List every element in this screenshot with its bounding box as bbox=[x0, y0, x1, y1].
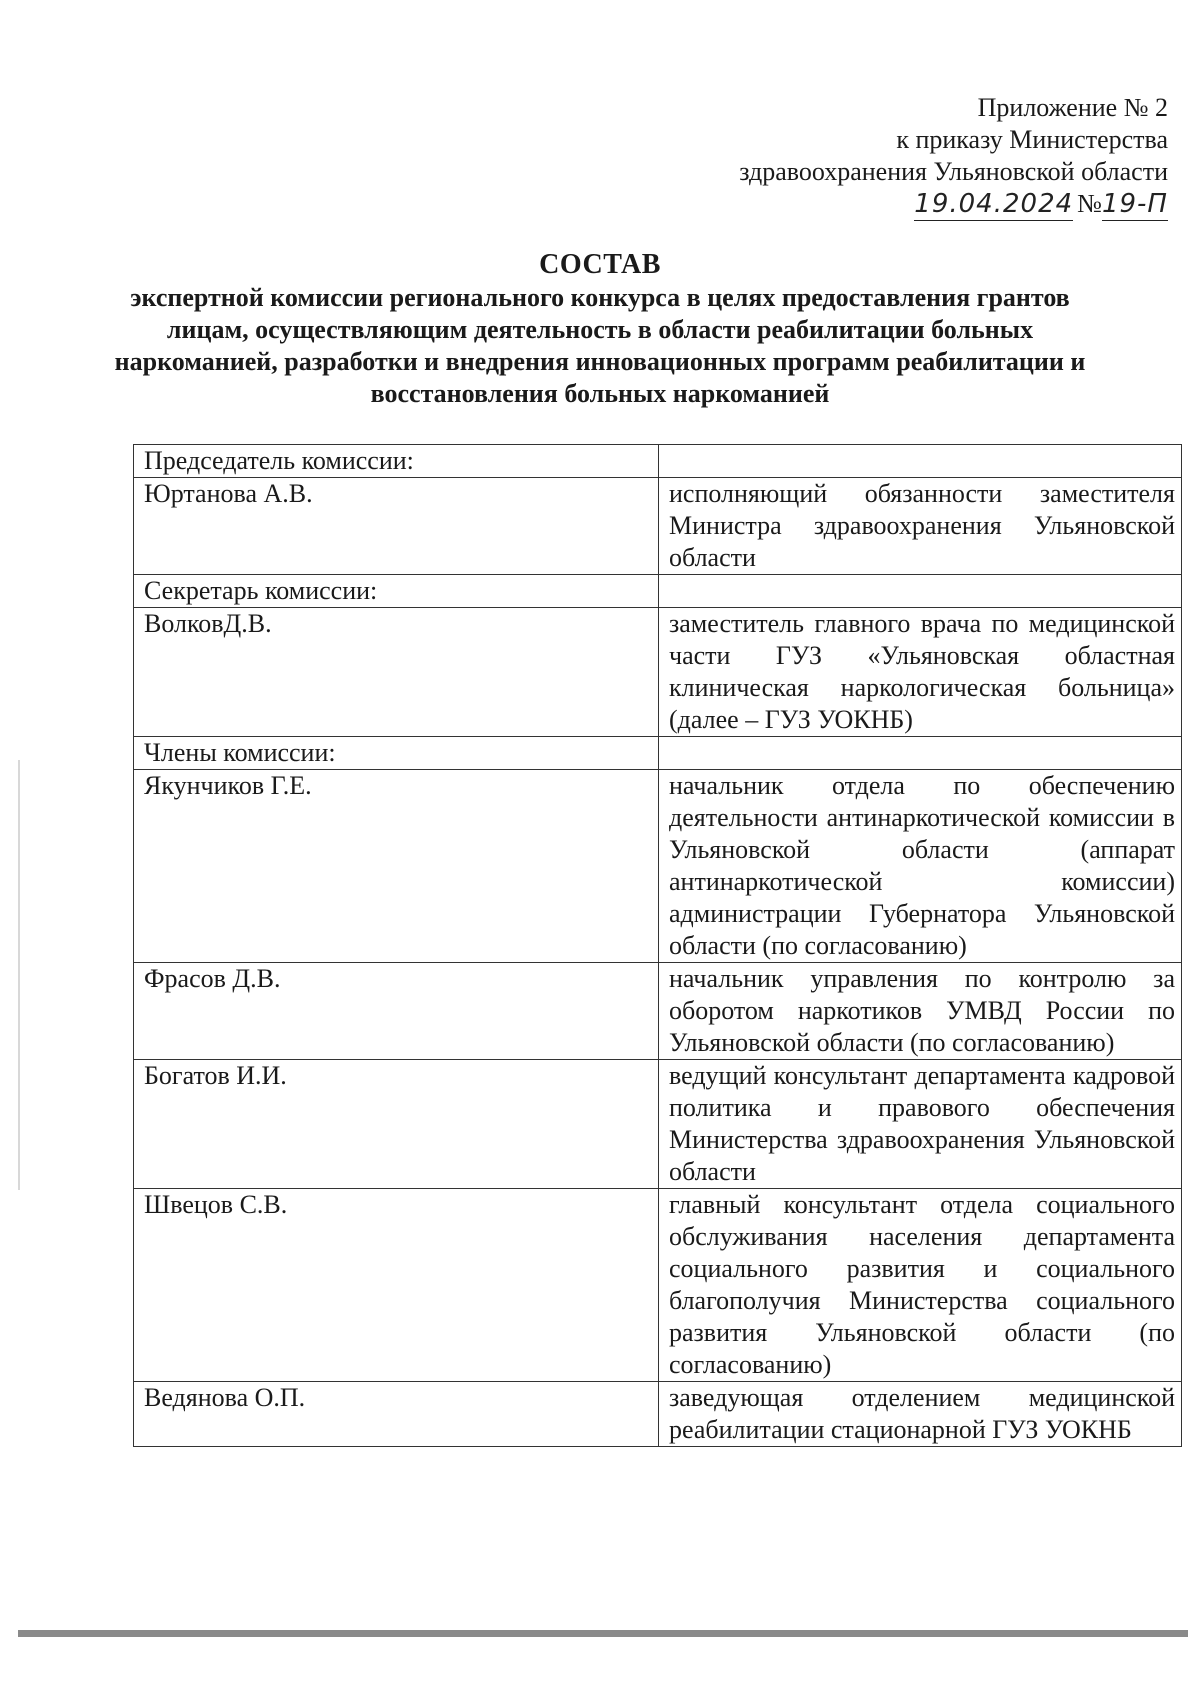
section-label: Члены комиссии: bbox=[134, 737, 659, 770]
document-title bbox=[0, 248, 1200, 410]
member-role: главный консультант отдела социального обслуживания населения департамента социального развития и социального благополучия Министерства социального развития Ульяновской области (по согласованию) bbox=[659, 1189, 1182, 1382]
table-row bbox=[134, 1060, 1182, 1189]
title-subtitle: экспертной комиссии регионального конкурса в целях предоставления грантов лицам, осуществляющим деятельность в области реабилитации больных наркоманией, разработки и внедрения инновационных программ реабилитации и восстановления больных наркоманией bbox=[114, 283, 1086, 408]
table-row bbox=[134, 1382, 1182, 1447]
appendix-header bbox=[739, 92, 1168, 221]
member-name: Богатов И.И. bbox=[134, 1060, 659, 1189]
table-row bbox=[134, 478, 1182, 575]
empty-cell bbox=[659, 575, 1182, 608]
number-sign: № bbox=[1077, 189, 1102, 218]
member-role: начальник отдела по обеспечению деятельности антинаркотической комиссии в Ульяновской области (аппарат антинаркотической комиссии) администрации Губернатора Ульяновской области (по согласованию) bbox=[659, 770, 1182, 963]
section-label: Секретарь комиссии: bbox=[134, 575, 659, 608]
member-name: Фрасов Д.В. bbox=[134, 963, 659, 1060]
member-role: начальник управления по контролю за оборотом наркотиков УМВД России по Ульяновской области (по согласованию) bbox=[659, 963, 1182, 1060]
member-name: Швецов С.В. bbox=[134, 1189, 659, 1382]
section-row-chairman bbox=[134, 445, 1182, 478]
order-date-number-line bbox=[739, 188, 1168, 221]
member-name: Юртанова А.В. bbox=[134, 478, 659, 575]
table-row bbox=[134, 963, 1182, 1060]
table-row bbox=[134, 608, 1182, 737]
scan-edge-left bbox=[18, 760, 20, 1190]
section-row-members bbox=[134, 737, 1182, 770]
order-number: 19-П bbox=[1101, 189, 1168, 219]
table-row bbox=[134, 770, 1182, 963]
member-role: заместитель главного врача по медицинской части ГУЗ «Ульяновская областная клиническая наркологическая больница» (далее – ГУЗ УОКНБ) bbox=[659, 608, 1182, 737]
section-row-secretary bbox=[134, 575, 1182, 608]
empty-cell bbox=[659, 445, 1182, 478]
empty-cell bbox=[659, 737, 1182, 770]
section-label: Председатель комиссии: bbox=[134, 445, 659, 478]
member-role: заведующая отделением медицинской реабилитации стационарной ГУЗ УОКНБ bbox=[659, 1382, 1182, 1447]
order-date: 19.04.2024 bbox=[914, 189, 1074, 219]
member-role: ведущий консультант департамента кадровой политика и правового обеспечения Министерства здравоохранения Ульяновской области bbox=[659, 1060, 1182, 1189]
scan-edge-bottom bbox=[18, 1630, 1188, 1637]
appendix-ministry: здравоохранения Ульяновской области bbox=[739, 157, 1168, 186]
member-name: Якунчиков Г.Е. bbox=[134, 770, 659, 963]
appendix-number: Приложение № 2 bbox=[977, 93, 1168, 122]
commission-roster-table bbox=[133, 444, 1182, 1447]
member-role: исполняющий обязанности заместителя Министра здравоохранения Ульяновской области bbox=[659, 478, 1182, 575]
title-main: СОСТАВ bbox=[539, 249, 661, 280]
table-row bbox=[134, 1189, 1182, 1382]
member-name: Ведянова О.П. bbox=[134, 1382, 659, 1447]
member-name: ВолковД.В. bbox=[134, 608, 659, 737]
appendix-order-ref: к приказу Министерства bbox=[896, 125, 1168, 154]
